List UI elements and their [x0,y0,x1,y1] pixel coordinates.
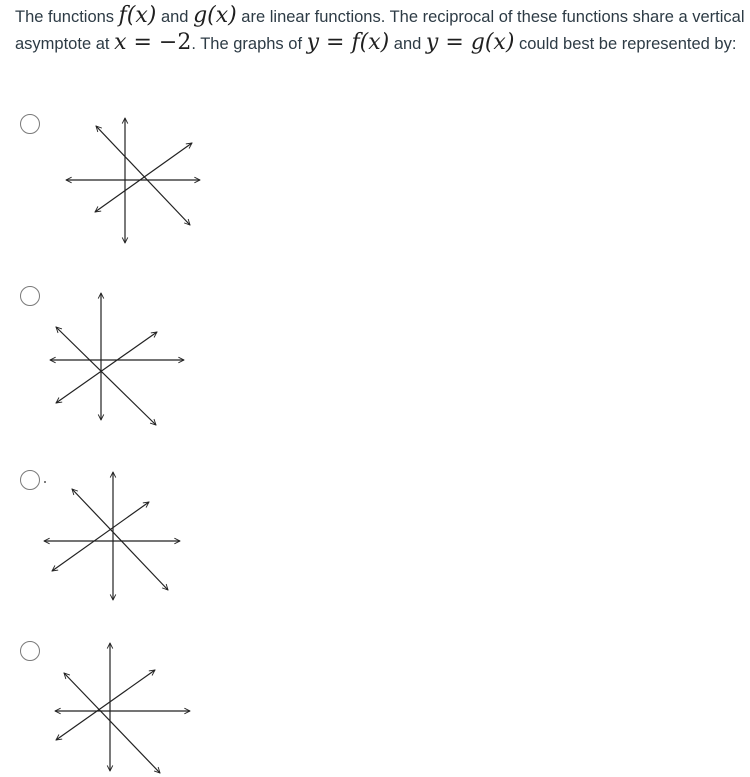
math-eq2: = [438,30,471,55]
question-part4: could best be represented by: [514,35,737,53]
math-y2: y [425,30,439,55]
math-asymptote-value: −2 [158,30,192,55]
math-g-of-x: g(x) [193,3,237,28]
math-eq1: = [319,30,352,55]
line-f [64,673,160,773]
math-f-of-x-2: f(x) [351,30,390,55]
question-part3: . The graphs of [191,35,307,53]
math-asymptote-eq: = [126,30,159,55]
math-asymptote-var: x [114,30,127,55]
question-and2: and [389,35,426,53]
math-g-of-x-2: g(x) [470,30,515,55]
math-y1: y [306,30,320,55]
question-part1: The functions [15,8,119,26]
question-part2: are linear functions. The reciprocal of these functions share a vertical asymptote at [15,8,745,53]
question-and1: and [156,8,194,26]
math-f-of-x: f(x) [118,3,157,28]
